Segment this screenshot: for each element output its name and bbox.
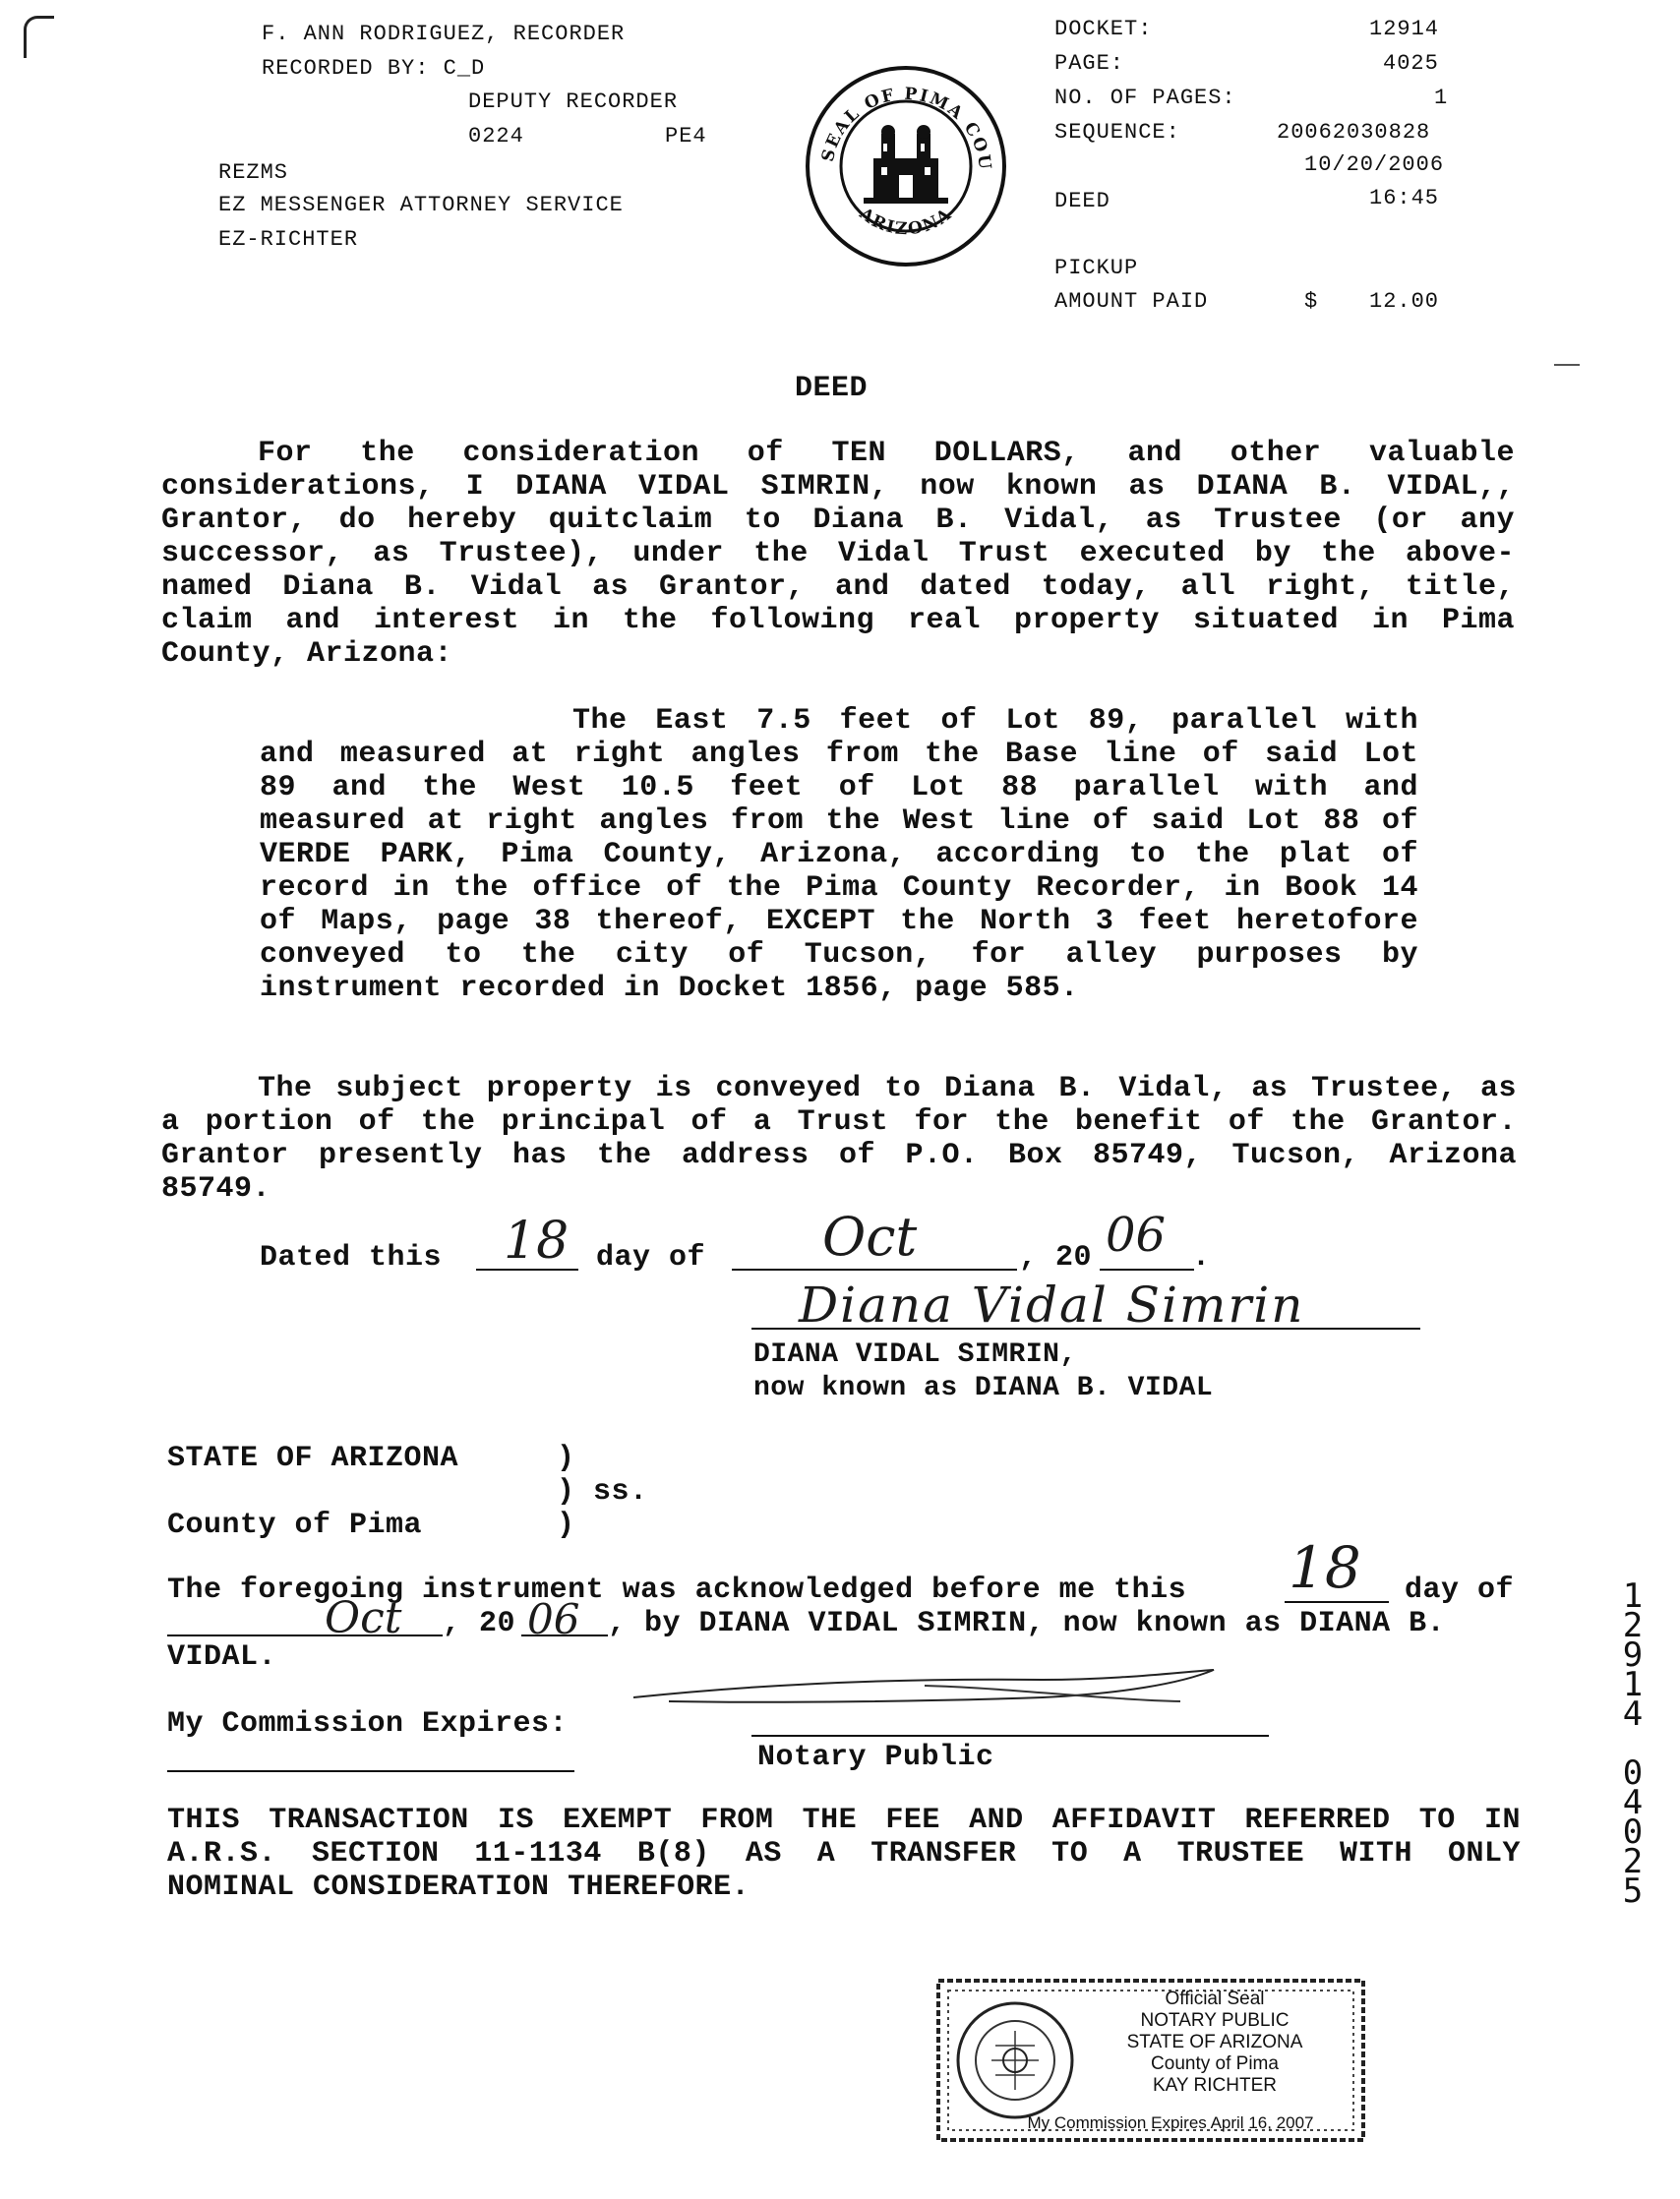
pages-value: 1 <box>1434 86 1449 110</box>
dated-middle: day of <box>596 1241 706 1275</box>
ack-day-blank <box>1285 1601 1389 1603</box>
legal-line-2: and measured at right angles from the Base line of said Lot <box>260 738 1418 771</box>
sequence-value: 20062030828 <box>1277 120 1431 145</box>
ack-day-of: day of <box>1405 1574 1515 1607</box>
venue-paren-1: ) <box>557 1442 575 1475</box>
dated-year-handwritten: 06 <box>1106 1208 1167 1263</box>
record-date: 10/20/2006 <box>1304 152 1445 177</box>
legal-line-7: of Maps, page 38 thereof, EXCEPT the North 3 feet heretofore <box>260 905 1418 938</box>
para1-line-1: For the consideration of TEN DOLLARS, and other valuable <box>258 437 1515 470</box>
para1-line-2: considerations, I DIANA VIDAL SIMRIN, now known as DIANA B. VIDAL,, <box>161 470 1515 504</box>
docket-value: 12914 <box>1369 17 1440 41</box>
para2-line-4: 85749. <box>161 1172 271 1206</box>
notary-official-seal <box>934 1977 1367 2144</box>
para1-line-6: claim and interest in the following real property situated in Pima <box>161 604 1515 637</box>
notary-line <box>751 1735 1269 1737</box>
notary-seal-line-1: Official Seal <box>1165 1989 1265 2009</box>
legal-line-1: The East 7.5 feet of Lot 89, parallel with <box>572 704 1418 738</box>
ack-line-3: VIDAL. <box>167 1640 277 1674</box>
deputy-recorder: DEPUTY RECORDER <box>468 89 679 114</box>
exempt-line-2: A.R.S. SECTION 11-1134 B(8) AS A TRANSFER TO A TRUSTEE WITH ONLY <box>167 1837 1521 1871</box>
seal-bottom-text: ARIZONA <box>855 204 957 240</box>
venue-ss: ) ss. <box>557 1475 648 1509</box>
margin-tick <box>1554 364 1580 366</box>
venue-state: STATE OF ARIZONA <box>167 1442 459 1475</box>
svg-text:THE SEAL OF PIMA COUNTY <box>805 65 994 172</box>
venue-county: County of Pima <box>167 1509 423 1542</box>
exempt-line-1: THIS TRANSACTION IS EXEMPT FROM THE FEE AND AFFIDAVIT REFERRED TO IN <box>167 1804 1521 1837</box>
grantor-signature: Diana Vidal Simrin <box>799 1277 1305 1334</box>
rezms-label: REZMS <box>218 160 289 185</box>
signature-line <box>751 1328 1420 1330</box>
para1-line-7: County, Arizona: <box>161 637 453 671</box>
notary-signature <box>630 1658 1259 1727</box>
recorder-code-left: 0224 <box>468 124 524 149</box>
notary-seal-line-3: STATE OF ARIZONA <box>1126 2032 1303 2052</box>
ack-day-handwritten: 18 <box>1289 1534 1361 1601</box>
side-docket-number: 1 2 9 1 4 0 4 0 2 5 <box>1622 1576 1644 1911</box>
exempt-line-3: NOMINAL CONSIDERATION THEREFORE. <box>167 1871 750 1904</box>
pima-county-seal <box>805 65 1007 267</box>
legal-line-8: conveyed to the city of Tucson, for alley purposes by <box>260 938 1418 972</box>
ez-name: EZ-RICHTER <box>218 227 359 252</box>
legal-line-3: 89 and the West 10.5 feet of Lot 88 parallel with and <box>260 771 1418 804</box>
notary-public-label: Notary Public <box>757 1741 994 1774</box>
legal-line-6: record in the office of the Pima County Recorder, in Book 14 <box>260 871 1418 905</box>
recorder-name: F. ANN RODRIGUEZ, RECORDER <box>262 22 626 46</box>
para1-line-3: Grantor, do hereby quitclaim to Diana B. Vidal, as Trustee (or any <box>161 504 1515 537</box>
commission-label: My Commission Expires: <box>167 1707 569 1741</box>
ack-month-handwritten: Oct <box>325 1593 402 1643</box>
ack-year-prefix: , 20 <box>443 1607 516 1640</box>
deed-label: DEED <box>1054 189 1110 213</box>
commission-blank <box>167 1770 574 1772</box>
pages-label: NO. OF PAGES: <box>1054 86 1236 110</box>
notary-seal-line-4: County of Pima <box>1151 2053 1279 2074</box>
para2-line-1: The subject property is conveyed to Diana B. Vidal, as Trustee, as <box>258 1072 1517 1105</box>
sequence-label: SEQUENCE: <box>1054 120 1180 145</box>
amount-paid-value: 12.00 <box>1369 289 1440 314</box>
scan-corner-mark <box>24 16 54 58</box>
pickup-label: PICKUP <box>1054 256 1139 280</box>
document-title: DEED <box>795 372 869 405</box>
amount-currency: $ <box>1304 289 1319 314</box>
venue-paren-3: ) <box>557 1509 575 1542</box>
dated-month-blank <box>732 1269 1017 1271</box>
notary-seal-line-6: My Commission Expires April 16, 2007 <box>1027 2113 1314 2132</box>
ack-year-handwritten: 06 <box>527 1595 580 1643</box>
page-label: PAGE: <box>1054 51 1125 76</box>
legal-line-5: VERDE PARK, Pima County, Arizona, according to the plat of <box>260 838 1418 871</box>
notary-seal-line-5: KAY RICHTER <box>1153 2075 1277 2096</box>
docket-label: DOCKET: <box>1054 17 1153 41</box>
dated-end: . <box>1192 1241 1211 1275</box>
record-time: 16:45 <box>1369 186 1440 210</box>
para1-line-5: named Diana B. Vidal as Grantor, and dated today, all right, title, <box>161 570 1515 604</box>
para2-line-3: Grantor presently has the address of P.O. Box 85749, Tucson, Arizona <box>161 1139 1517 1172</box>
notary-seal-line-2: NOTARY PUBLIC <box>1140 2010 1290 2031</box>
dated-day-handwritten: 18 <box>504 1212 570 1271</box>
legal-line-9: instrument recorded in Docket 1856, page 585. <box>260 972 1079 1005</box>
recorded-by: RECORDED BY: C_D <box>262 56 486 81</box>
seal-top-text: SEAL OF PIMA COU <box>817 84 995 173</box>
dated-year-prefix: , 20 <box>1019 1241 1093 1275</box>
ack-line-2-rest: , by DIANA VIDAL SIMRIN, now known as DIANA B. <box>608 1607 1446 1640</box>
page-value: 4025 <box>1383 51 1439 76</box>
dated-year-blank <box>1100 1269 1194 1271</box>
dated-prefix: Dated this <box>260 1241 443 1275</box>
ack-line-1: The foregoing instrument was acknowledged before me this <box>167 1574 1187 1607</box>
recorder-code-right: PE4 <box>665 124 707 149</box>
grantor-aka: now known as DIANA B. VIDAL <box>753 1373 1214 1403</box>
legal-line-4: measured at right angles from the West line of said Lot 88 of <box>260 804 1418 838</box>
para1-line-4: successor, as Trustee), under the Vidal Trust executed by the above- <box>161 537 1515 570</box>
dated-month-handwritten: Oct <box>822 1206 918 1268</box>
svg-text:ARIZONA <box>855 204 956 240</box>
grantor-name: DIANA VIDAL SIMRIN, <box>753 1339 1077 1370</box>
amount-paid-label: AMOUNT PAID <box>1054 289 1209 314</box>
para2-line-2: a portion of the principal of a Trust for the benefit of the Grantor. <box>161 1105 1517 1139</box>
company-name: EZ MESSENGER ATTORNEY SERVICE <box>218 193 624 217</box>
